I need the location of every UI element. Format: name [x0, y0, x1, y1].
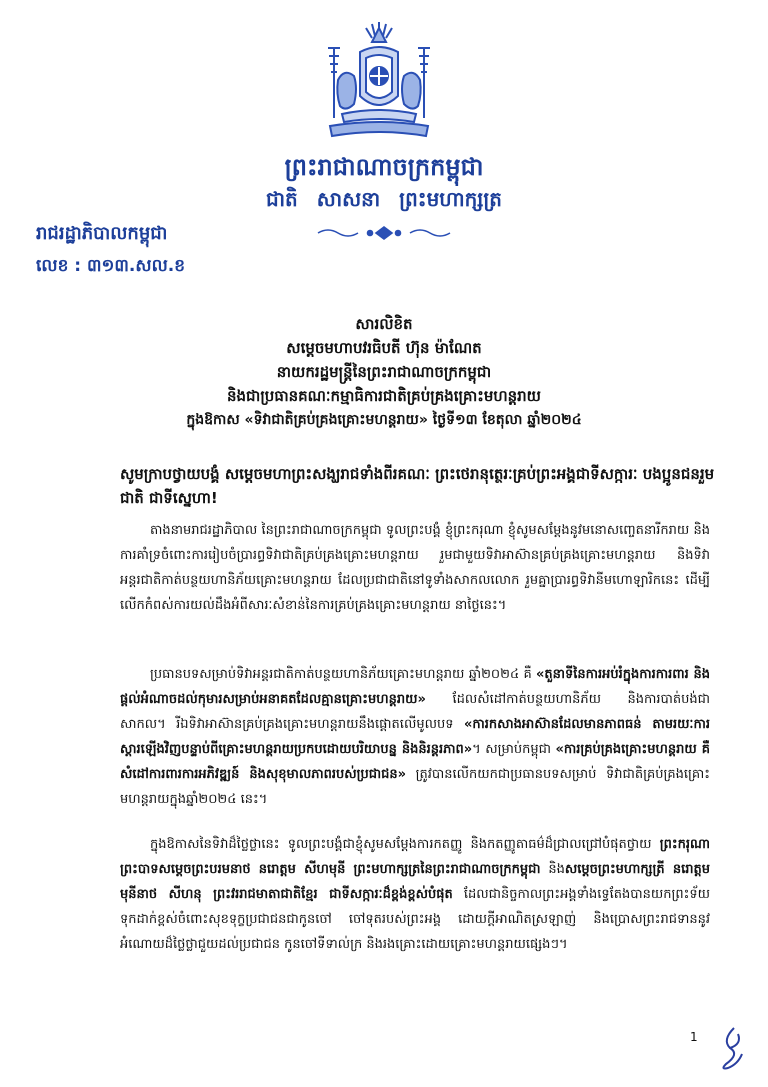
p2-theme-asean: «ការកសាងអាស៊ានដែលមានភាពធន់ តាមរយៈការស្តារឡើងវិញបន្ទាប់ពីគ្រោះមហន្តរាយប្រកបដោយបរិយាបន្ន និងនិរន្តរភាព»	[120, 717, 710, 757]
p2-intro: ប្រធានបទសម្រាប់ទិវាអន្តរជាតិកាត់បន្ថយហានិភ័យគ្រោះមហន្តរាយ ឆ្នាំ២០២៤ គឺ	[150, 667, 532, 682]
p3-king: ព្រះករុណាព្រះបាទសម្ដេចព្រះបរមនាថ នរោត្តម សីហមុនី ព្រះមហាក្សត្រនៃព្រះរាជាណាចក្រកម្ពុជា	[120, 837, 710, 877]
paragraph-3	[120, 832, 710, 957]
paragraph-1-text: តាងនាមរាជរដ្ឋាភិបាល នៃព្រះរាជាណាចក្រកម្ពុជា ទូលព្រះបង្គំ ខ្ញុំព្រះករុណា ខ្ញុំសូមសម្ដែងនូវមនោសញ្ចេតនារីករាយ និងការគាំទ្រចំពោះការរៀបចំប្រារព្ធទិវាជាតិគ្រប់គ្រងគ្រោះមហន្តរាយ រួមជាមួយទិវាអាស៊ានគ្រប់គ្រងគ្រោះមហន្តរាយ និងទិវាអន្តរជាតិកាត់បន្ថយហានិភ័យគ្រោះមហន្តរាយ ដែលប្រជាជាតិនៅទូទាំងសាកលលោក រួមគ្នាប្រារព្ធទិវានីមហោឡារិកនេះ ដើម្បីលើកកំពស់ការយល់ដឹងអំពីសារៈសំខាន់នៃការគ្រប់គ្រងគ្រោះមហន្តរាយ នាថ្ងៃនេះ។	[120, 523, 710, 613]
paragraph-1	[120, 518, 710, 618]
paragraph-2	[120, 662, 710, 812]
p3-intro: ក្នុងឱកាសនៃទិវាដ៏ថ្លៃថ្លានេះ ទូលព្រះបង្គំជាខ្ញុំសូមសម្ដែងការកតញ្ញូ និងកតញ្ញូតាធម៌ដ៏ជ្រាលជ្រៅបំផុតថ្វាយ	[150, 837, 652, 852]
p2-mid: ដែលសំដៅកាត់បន្ថយហានិភ័យ និងការបាត់បង់ជាសាកល។ រីឯទិវាអាស៊ានគ្រប់គ្រងគ្រោះមហន្តរាយនឹងផ្ដោតលើមូលបទ	[120, 692, 710, 732]
decorative-divider-icon	[316, 226, 452, 240]
title-block	[0, 312, 768, 432]
title-line-1: សារលិខិត	[355, 315, 413, 333]
p3-and: និង	[548, 862, 565, 877]
royal-arms-emblem-icon	[314, 18, 444, 148]
kingdom-heading: ព្រះរាជាណាចក្រកម្ពុជា	[284, 153, 484, 181]
title-line-2: សម្ដេចមហាបវរធិបតី ហ៊ុន ម៉ាណែត	[286, 339, 482, 357]
title-line-3: នាយករដ្ឋមន្ត្រីនៃព្រះរាជាណាចក្រកម្ពុជា	[276, 363, 492, 381]
title-line-4: និងជាប្រធានគណៈកម្មាធិការជាតិគ្រប់គ្រងគ្រោះមហន្តរាយ	[227, 387, 541, 405]
p2-end: ត្រូវបានលើកយកជាប្រធានបទសម្រាប់ ទិវាជាតិគ្រប់គ្រងគ្រោះមហន្តរាយក្នុងឆ្នាំ២០២៤ នេះ។	[120, 767, 710, 807]
p3-end: ដែលជានិច្ចកាលព្រះអង្គទាំងទ្វេតែងបានយកព្រះទ័យទុកដាក់ខ្ពស់ចំពោះសុខទុក្ខប្រជាជនជាកូនចៅ ចៅទុតរបស់ព្រះអង្គ ដោយក្ដីអាណិតស្រឡាញ់ និងប្រោសព្រះរាជទាននូវអំណោយដ៏ថ្លៃថ្លាជួយដល់ប្រជាជន កូនចៅទីទាល់ក្រ និងរងគ្រោះដោយគ្រោះមហន្តរាយផ្សេងៗ។	[120, 887, 710, 952]
p2-theme-intl: «តួនាទីនៃការអប់រំក្នុងការការពារ និងផ្ដល់អំណាចដល់កុមារសម្រាប់អនាគតដែលគ្មានគ្រោះមហន្តរាយ»	[120, 667, 710, 707]
handwritten-initial-icon	[712, 1024, 752, 1074]
title-line-5: ក្នុងឱកាស «ទិវាជាតិគ្រប់គ្រងគ្រោះមហន្តរាយ» ថ្ងៃទី១៣ ខែតុលា ឆ្នាំ២០២៤	[186, 412, 582, 428]
p3-queen-mother: សម្ដេចព្រះមហាក្សត្រី នរោត្តម មុនីនាថ សីហនុ ព្រះវររាជមាតាជាតិខ្មែរ ជាទីសក្ការៈដ៏ខ្ពង់ខ្ពស់បំផុត	[120, 862, 711, 902]
page-number: 1	[690, 1030, 698, 1044]
paragraph-2-text	[120, 662, 710, 812]
p2-theme-cambodia: «ការគ្រប់គ្រងគ្រោះមហន្តរាយ គឺសំដៅការពារការអភិវឌ្ឍន៍ និងសុខុមាលភាពរបស់ប្រជាជន»	[120, 742, 710, 782]
document-number: លេខ : ៣១៣.សល.ខ	[36, 256, 186, 276]
national-motto: ជាតិ សាសនា ព្រះមហាក្សត្រ	[266, 187, 502, 211]
paragraph-3-text	[120, 832, 710, 957]
p2-mid2: ។ សម្រាប់កម្ពុជា	[472, 742, 551, 757]
government-label: រាជរដ្ឋាភិបាលកម្ពុជា	[36, 223, 168, 244]
greeting: សូមក្រាបថ្វាយបង្គំ សម្ដេចមហាព្រះសង្ឃរាជទាំងពីរគណៈ ព្រះថេរានុត្ថេរៈគ្រប់ព្រះអង្គជាទីសក្ការៈ បងប្អូនជនរួមជាតិ ជាទីស្នេហា!	[120, 465, 715, 507]
